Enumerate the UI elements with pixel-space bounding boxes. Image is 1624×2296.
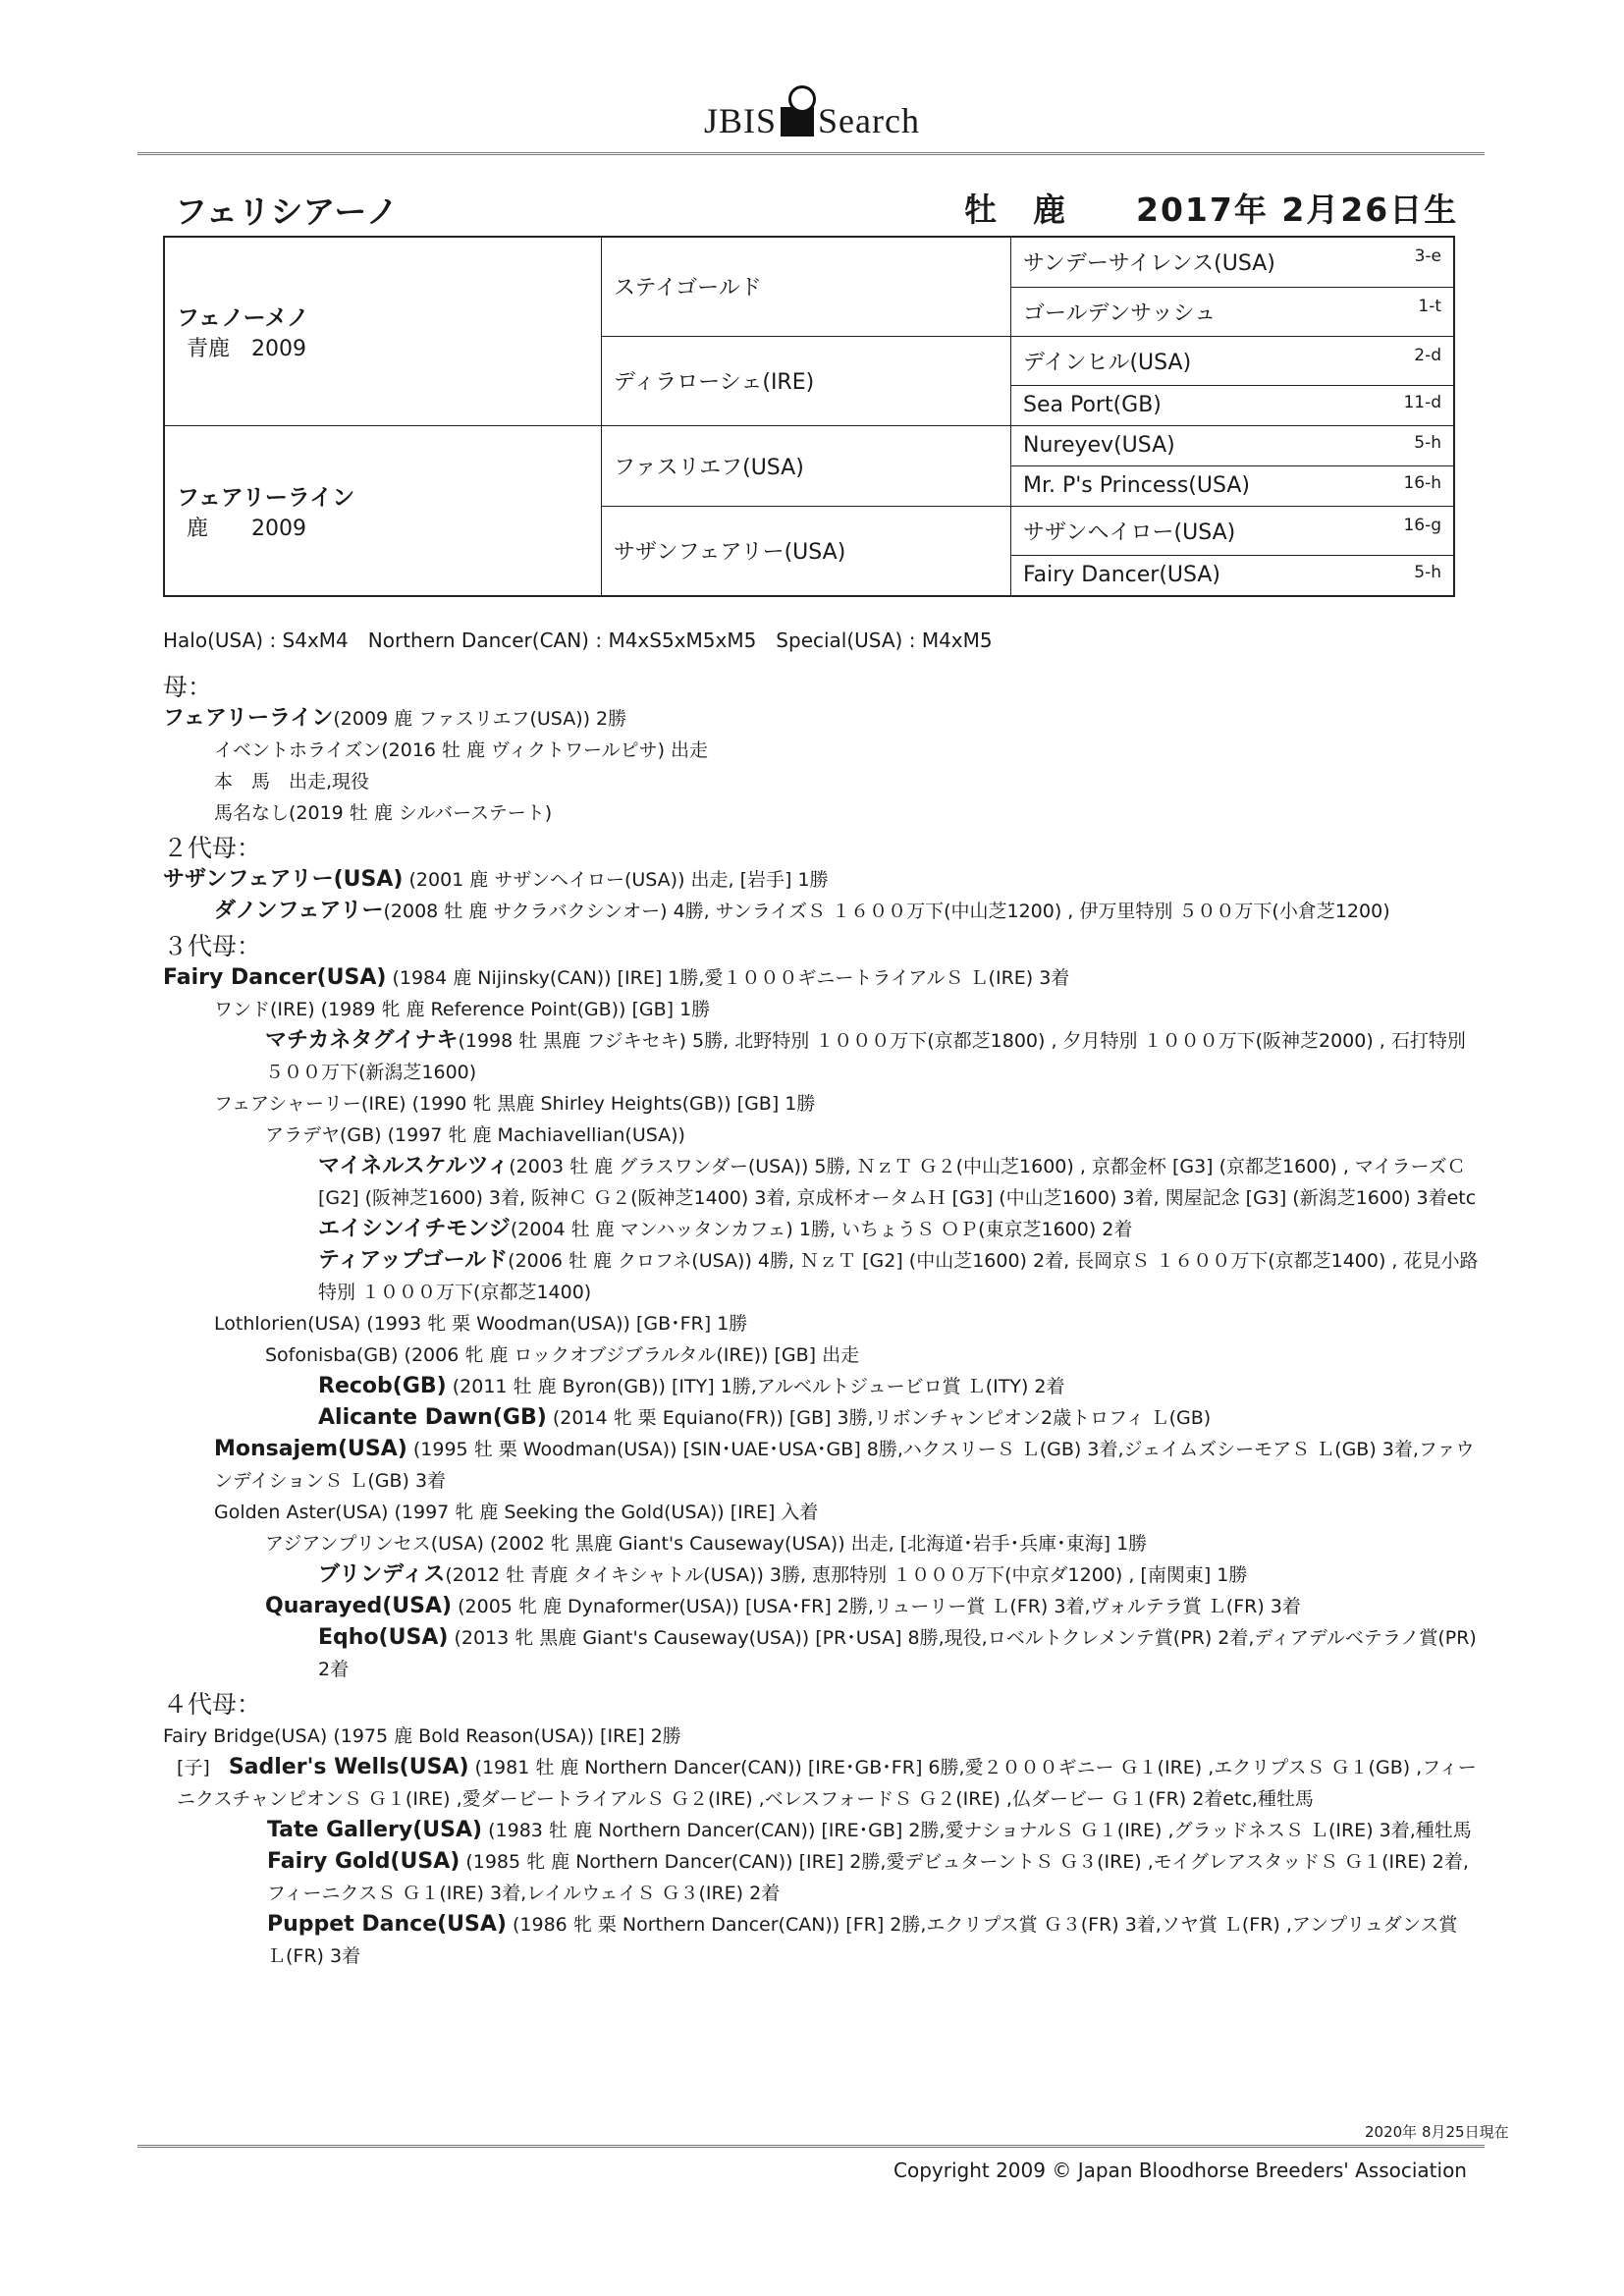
horse-name-bold: Fairy Gold(USA) bbox=[267, 1849, 460, 1874]
logo-text-left: JBIS bbox=[704, 101, 778, 140]
family-code: 11-d bbox=[1403, 393, 1441, 413]
horse-name-bold: ティアップゴールド bbox=[318, 1248, 509, 1273]
ancestor-name: デインヒル(USA) bbox=[1023, 350, 1192, 375]
family-entry bbox=[163, 1752, 1479, 1815]
family-entry bbox=[163, 1815, 1479, 1846]
family-entry bbox=[163, 1339, 1479, 1371]
entry-detail: (2008 牡 鹿 サクラバクシンオー) 4勝, サンライズＳ １６００万下(中山芝1200) , 伊万里特別 ５００万下(小倉芝1200) bbox=[383, 901, 1390, 922]
entry-detail: (1983 牡 鹿 Northern Dancer(CAN)) [IRE･GB] 2勝,愛ナショナルＳ Ｇ１(IRE) ,グラッドネスＳ Ｌ(IRE) 3着,種牡馬 bbox=[482, 1820, 1472, 1841]
entry-detail: (2001 鹿 サザンヘイロー(USA)) 出走, [岩手] 1勝 bbox=[403, 869, 829, 891]
family-entry bbox=[163, 1846, 1479, 1909]
family-entry bbox=[163, 1088, 1479, 1120]
sire-cell bbox=[164, 237, 602, 425]
entry-detail: (2004 牡 鹿 マンハッタンカフェ) 1勝, いちょうＳ ＯＰ(東京芝1600) 2着 bbox=[510, 1219, 1133, 1240]
dam-detail: 鹿 2009 bbox=[187, 516, 306, 541]
entry-detail: [子] bbox=[177, 1757, 229, 1778]
ancestor-name: ゴールデンサッシュ bbox=[1023, 301, 1217, 326]
entry-detail: (1998 牡 黒鹿 フジキセキ) 5勝, 北野特別 １０００万下(京都芝1800) , 夕月特別 １０００万下(阪神芝2000) , 石打特別 ５００万下(新潟芝1600) bbox=[265, 1030, 1466, 1083]
entry-detail: (2003 牡 鹿 グラスワンダー(USA)) 5勝, ＮｚＴ Ｇ２(中山芝1600) , 京都金杯 [G3] (京都芝1600) , マイラーズＣ [G2] (阪神芝1600) 3着, 阪神Ｃ Ｇ２(阪神芝1400) 3着, 京成杯オータムＨ [G3] (中山芝1600) 3着, 関屋記念 [G3] (新潟芝1600) 3着etc bbox=[318, 1156, 1477, 1209]
family-entry bbox=[163, 1214, 1479, 1245]
family-entry bbox=[163, 1497, 1479, 1528]
pedigree-g3-cell bbox=[1011, 336, 1455, 385]
horse-name-bold: Alicante Dawn(GB) bbox=[318, 1405, 547, 1430]
horse-name: フェリシアーノ bbox=[175, 192, 399, 231]
horse-name-bold: エイシンイチモンジ bbox=[318, 1217, 511, 1241]
header-divider bbox=[137, 152, 1485, 155]
pedigree-g2-cell: ステイゴールド bbox=[602, 237, 1011, 336]
pedigree-g3-cell bbox=[1011, 237, 1455, 287]
horse-name-bold: Eqho(USA) bbox=[318, 1625, 449, 1650]
copyright: Copyright 2009 © Japan Bloodhorse Breeders' Association bbox=[893, 2159, 1467, 2182]
horse-icon bbox=[781, 107, 814, 137]
family-code: 5-h bbox=[1414, 563, 1441, 583]
entry-detail: アラデヤ(GB) (1997 牝 鹿 Machiavellian(USA)) bbox=[265, 1124, 685, 1146]
family-entry bbox=[163, 1721, 1479, 1752]
section-heading: ２代母： bbox=[163, 834, 262, 862]
family-code: 16-h bbox=[1403, 473, 1441, 494]
horse-name-bold: Sadler's Wells(USA) bbox=[228, 1755, 469, 1779]
entry-detail: アジアンプリンセス(USA) (2002 牝 黒鹿 Giant's Causeway(USA)) 出走, [北海道･岩手･兵庫･東海] 1勝 bbox=[265, 1533, 1148, 1555]
horse-name-bold: マチカネタグイナキ bbox=[265, 1028, 459, 1053]
horse-name-bold: マイネルスケルツィ bbox=[318, 1154, 510, 1178]
family-entry bbox=[163, 1622, 1479, 1685]
family-code: 5-h bbox=[1414, 433, 1441, 454]
entry-detail: フェアシャーリー(IRE) (1990 牝 黒鹿 Shirley Heights(GB)) [GB] 1勝 bbox=[214, 1093, 816, 1115]
entry-detail: イベントホライズン(2016 牡 鹿 ヴィクトワールピサ) 出走 bbox=[214, 739, 709, 761]
ancestor-name: サザンヘイロー(USA) bbox=[1023, 519, 1236, 545]
family-entry bbox=[163, 735, 1479, 766]
sire-detail: 青鹿 2009 bbox=[187, 337, 306, 362]
pedigree-g3-cell bbox=[1011, 425, 1455, 465]
horse-name-bold: Fairy Dancer(USA) bbox=[163, 965, 387, 990]
horse-name-bold: ブリンディス bbox=[318, 1562, 446, 1587]
family-entry bbox=[163, 1559, 1479, 1591]
entry-detail: (1995 牡 栗 Woodman(USA)) [SIN･UAE･USA･GB] 8勝,ハクスリーＳ Ｌ(GB) 3着,ジェイムズシーモアＳ Ｌ(GB) 3着,ファウンデイションＳ Ｌ(GB) 3着 bbox=[214, 1439, 1475, 1492]
ancestor-name: Sea Port(GB) bbox=[1023, 393, 1162, 418]
family-entry bbox=[163, 1025, 1479, 1088]
entry-detail: (2011 牡 鹿 Byron(GB)) [ITY] 1勝,アルベルトジュービロ賞 Ｌ(ITY) 2着 bbox=[446, 1376, 1065, 1397]
family-section bbox=[163, 668, 1479, 1972]
entry-detail: (1985 牝 鹿 Northern Dancer(CAN)) [IRE] 2勝,愛デビュターントＳ Ｇ３(IRE) ,モイグレアスタッドＳ Ｇ１(IRE) 2着,フィーニクスＳ Ｇ１(IRE) 3着,レイルウェイＳ Ｇ３(IRE) 2着 bbox=[267, 1851, 1469, 1904]
pedigree-g3-cell bbox=[1011, 555, 1455, 596]
horse-name-bold: Quarayed(USA) bbox=[265, 1594, 453, 1618]
ancestor-name: サンデーサイレンス(USA) bbox=[1023, 251, 1275, 277]
section-heading: 母： bbox=[163, 673, 213, 701]
entry-detail: (2005 牝 鹿 Dynaformer(USA)) [USA･FR] 2勝,リューリー賞 Ｌ(FR) 3着,ヴォルテラ賞 Ｌ(FR) 3着 bbox=[452, 1596, 1301, 1617]
logo-text-right: Search bbox=[818, 101, 920, 140]
family-entry bbox=[163, 994, 1479, 1025]
section-heading: ４代母： bbox=[163, 1690, 262, 1719]
horse-name-bold: ダノンフェアリー bbox=[214, 899, 384, 923]
footer-divider bbox=[137, 2145, 1485, 2148]
sire-name: フェノーメノ bbox=[177, 305, 309, 332]
entry-detail: Golden Aster(USA) (1997 牝 鹿 Seeking the Gold(USA)) [IRE] 入着 bbox=[214, 1502, 819, 1523]
family-code: 1-t bbox=[1418, 296, 1441, 316]
family-entry bbox=[163, 1591, 1479, 1622]
family-entry bbox=[163, 1120, 1479, 1151]
family-entry bbox=[163, 1308, 1479, 1339]
family-entry bbox=[163, 962, 1479, 994]
horse-name-bold: Monsajem(USA) bbox=[214, 1437, 407, 1461]
entry-detail: Fairy Bridge(USA) (1975 鹿 Bold Reason(USA)) [IRE] 2勝 bbox=[163, 1725, 681, 1747]
family-entry bbox=[163, 864, 1479, 896]
dam-name: フェアリーライン bbox=[177, 484, 355, 511]
entry-detail: (2013 牝 黒鹿 Giant's Causeway(USA)) [PR･USA] 8勝,現役,ロベルトクレメンテ賞(PR) 2着,ディアデルベテラノ賞(PR) 2着 bbox=[318, 1627, 1477, 1680]
pedigree-g2-cell: ディラローシェ(IRE) bbox=[602, 336, 1011, 425]
ancestor-name: Fairy Dancer(USA) bbox=[1023, 563, 1221, 588]
pedigree-table bbox=[163, 236, 1455, 597]
family-entry bbox=[163, 1434, 1479, 1497]
ancestor-name: Mr. P's Princess(USA) bbox=[1023, 473, 1250, 499]
family-entry bbox=[163, 1371, 1479, 1402]
family-code: 16-g bbox=[1403, 515, 1441, 535]
entry-detail: (1986 牝 栗 Northern Dancer(CAN)) [FR] 2勝,エクリプス賞 Ｇ３(FR) 3着,ソヤ賞 Ｌ(FR) ,アンプリュダンス賞 Ｌ(FR) 3着 bbox=[267, 1914, 1458, 1967]
family-entry bbox=[163, 1528, 1479, 1559]
entry-detail: 本 馬 出走,現役 bbox=[214, 771, 370, 793]
family-entry bbox=[163, 766, 1479, 797]
as-of-date: 2020年 8月25日現在 bbox=[1365, 2123, 1509, 2141]
family-entry bbox=[163, 703, 1479, 735]
family-entry bbox=[163, 1245, 1479, 1308]
entry-detail: (2012 牡 青鹿 タイキシャトル(USA)) 3勝, 恵那特別 １０００万下(中京ダ1200) , [南関東] 1勝 bbox=[445, 1564, 1248, 1586]
pedigree-g3-cell bbox=[1011, 386, 1455, 426]
horse-name-bold: フェアリーライン bbox=[163, 706, 334, 731]
entry-detail: Sofonisba(GB) (2006 牝 鹿 ロックオブジブラルタル(IRE)) [GB] 出走 bbox=[265, 1344, 860, 1366]
ancestor-name: Nureyev(USA) bbox=[1023, 433, 1175, 459]
entry-detail: (2006 牡 鹿 クロフネ(USA)) 4勝, ＮｚＴ [G2] (中山芝1600) 2着, 長岡京Ｓ １６００万下(京都芝1400) , 花見小路特別 １０００万下(京都芝1400) bbox=[318, 1250, 1479, 1303]
family-entry bbox=[163, 896, 1479, 927]
entry-detail: (2014 牝 栗 Equiano(FR)) [GB] 3勝,リボンチャンピオン2歳トロフィ Ｌ(GB) bbox=[546, 1407, 1212, 1429]
entry-detail: (1981 牡 鹿 Northern Dancer(CAN)) [IRE･GB･FR] 6勝,愛２０００ギニー Ｇ１(IRE) ,エクリプスＳ Ｇ１(GB) ,フィーニクスチャンピオンＳ Ｇ１(IRE) ,愛ダービートライアルＳ Ｇ２(IRE) ,ベレスフォードＳ Ｇ２(IRE) ,仏ダービー Ｇ１(FR) 2着etc,種牡馬 bbox=[177, 1757, 1477, 1810]
pedigree-g2-cell: サザンフェアリー(USA) bbox=[602, 506, 1011, 596]
jbis-logo bbox=[0, 100, 1624, 141]
horse-name-bold: サザンフェアリー(USA) bbox=[163, 867, 404, 892]
pedigree-g2-cell: ファスリエフ(USA) bbox=[602, 425, 1011, 506]
horse-name-bold: Puppet Dance(USA) bbox=[267, 1912, 507, 1937]
family-entry bbox=[163, 797, 1479, 829]
entry-detail: Lothlorien(USA) (1993 牝 栗 Woodman(USA)) [GB･FR] 1勝 bbox=[214, 1313, 748, 1335]
horse-name-bold: Recob(GB) bbox=[318, 1374, 447, 1398]
horse-info: 牡 鹿 2017年 2月26日生 bbox=[964, 191, 1459, 229]
entry-detail: (1984 鹿 Nijinsky(CAN)) [IRE] 1勝,愛１０００ギニートライアルＳ Ｌ(IRE) 3着 bbox=[386, 967, 1070, 989]
entry-detail: (2009 鹿 ファスリエフ(USA)) 2勝 bbox=[333, 708, 627, 730]
inbreeding-line: Halo(USA) : S4xM4 Northern Dancer(CAN) : M4xS5xM5xM5 Special(USA) : M4xM5 bbox=[163, 629, 993, 652]
family-code: 3-e bbox=[1414, 246, 1441, 267]
pedigree-g3-cell bbox=[1011, 287, 1455, 336]
pedigree-g3-cell bbox=[1011, 506, 1455, 555]
family-code: 2-d bbox=[1414, 345, 1441, 365]
horse-name-bold: Tate Gallery(USA) bbox=[267, 1818, 483, 1842]
section-heading: ３代母： bbox=[163, 932, 262, 960]
family-entry bbox=[163, 1151, 1479, 1214]
dam-cell bbox=[164, 425, 602, 596]
family-entry bbox=[163, 1909, 1479, 1972]
entry-detail: ワンド(IRE) (1989 牝 鹿 Reference Point(GB)) [GB] 1勝 bbox=[214, 999, 711, 1020]
family-entry bbox=[163, 1402, 1479, 1434]
pedigree-g3-cell bbox=[1011, 465, 1455, 506]
entry-detail: 馬名なし(2019 牡 鹿 シルバーステート) bbox=[214, 802, 553, 824]
